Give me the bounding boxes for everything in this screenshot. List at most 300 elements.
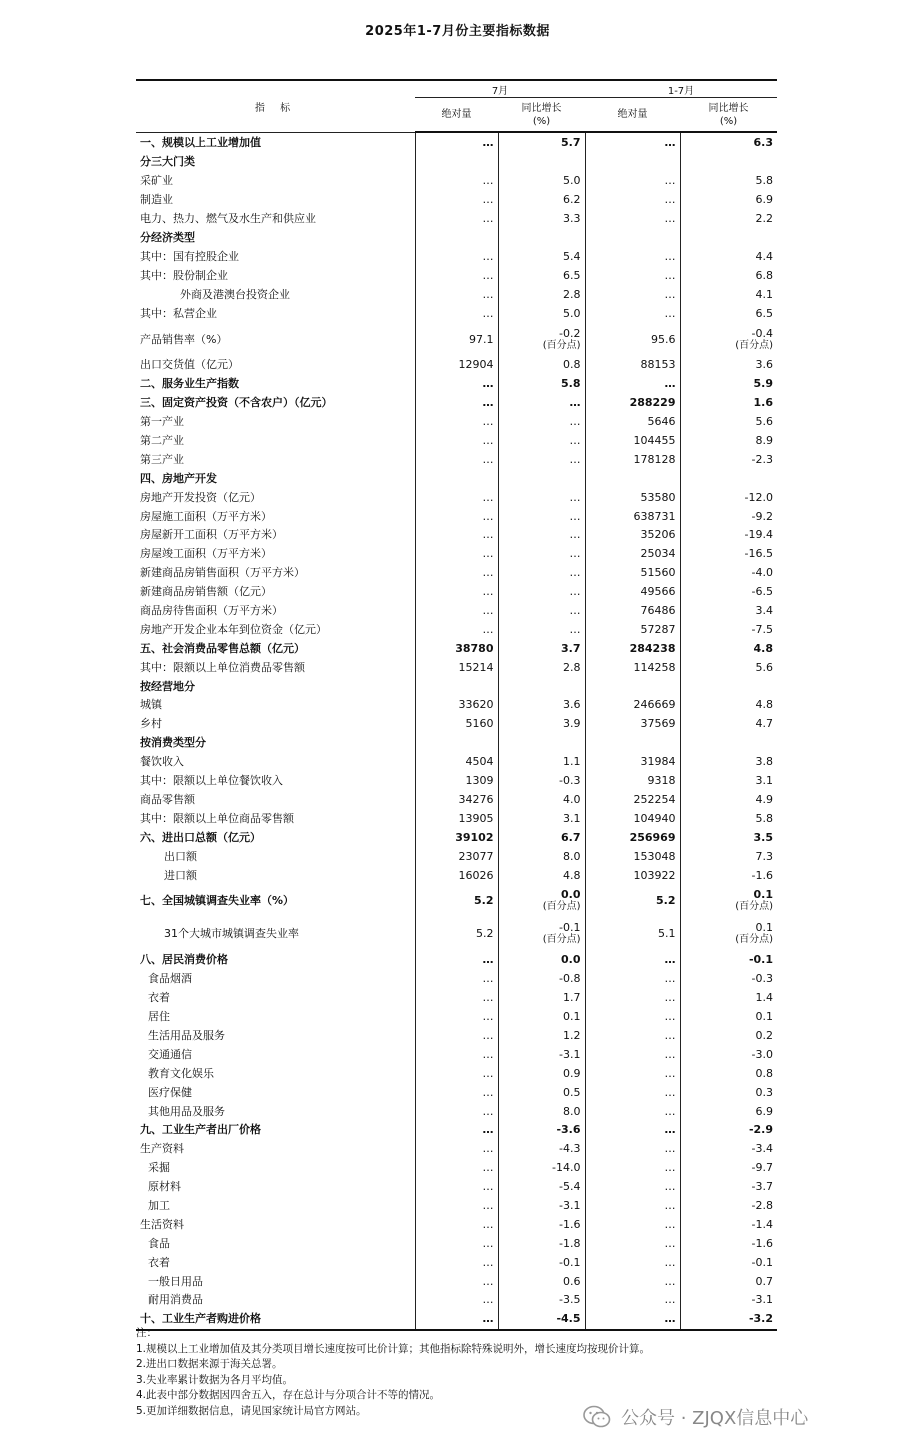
row-cell (680, 734, 777, 753)
row-cell: … (585, 266, 680, 285)
table-row (136, 951, 777, 970)
row-cell (415, 153, 498, 172)
row-cell: 0.1 (百分点) (680, 885, 777, 918)
page-title: 2025年1-7月份主要指标数据 (365, 24, 550, 39)
row-cell: … (415, 602, 498, 621)
row-cell: … (585, 375, 680, 394)
row-label: 新建商品房销售面积（万平方米） (140, 566, 305, 580)
row-label: 交通通信 (148, 1047, 192, 1061)
row-cell: 103922 (585, 866, 680, 885)
row-cell: 5160 (415, 715, 498, 734)
row-label: 其中：私营企业 (140, 306, 217, 320)
row-cell: … (498, 507, 585, 526)
row-cell: -0.8 (498, 970, 585, 989)
row-cell: … (415, 1291, 498, 1310)
row-cell: … (415, 1027, 498, 1046)
row-cell (415, 229, 498, 248)
row-label: 十、工业生产者购进价格 (136, 1310, 415, 1330)
row-cell: … (498, 564, 585, 583)
row-cell: … (415, 564, 498, 583)
row-cell: 5.2 (415, 885, 498, 918)
row-cell: 3.1 (498, 809, 585, 828)
row-cell: … (415, 970, 498, 989)
table-row (136, 526, 777, 545)
table-row (136, 545, 777, 564)
table-row (136, 639, 777, 658)
row-label: 生活用品及服务 (148, 1028, 225, 1042)
row-cell: … (498, 413, 585, 432)
row-cell: 5.0 (498, 172, 585, 191)
row-cell: 4.8 (680, 696, 777, 715)
row-cell: 5646 (585, 413, 680, 432)
table-row (136, 1045, 777, 1064)
row-cell: 3.7 (498, 639, 585, 658)
row-cell: 0.0 (498, 951, 585, 970)
row-cell: … (415, 545, 498, 564)
row-cell: -1.8 (498, 1234, 585, 1253)
row-cell: -1.4 (680, 1215, 777, 1234)
row-label: 房屋新开工面积（万平方米） (140, 528, 283, 542)
table-row (136, 375, 777, 394)
row-cell: … (585, 1121, 680, 1140)
row-cell: … (498, 602, 585, 621)
table-row (136, 970, 777, 989)
row-cell: 6.8 (680, 266, 777, 285)
row-cell (680, 677, 777, 696)
row-cell: 0.8 (680, 1064, 777, 1083)
row-cell: -4.0 (680, 564, 777, 583)
row-cell: … (415, 132, 498, 153)
table-row (136, 1159, 777, 1178)
header-yoy-jan-jul: 同比增长 (%) (680, 98, 777, 133)
row-cell: … (498, 620, 585, 639)
table-body (136, 132, 777, 1330)
row-cell: … (415, 304, 498, 323)
note-line: 注： (136, 1327, 157, 1339)
row-cell: … (585, 247, 680, 266)
row-label: 房地产开发投资（亿元） (140, 490, 261, 504)
row-label: 八、居民消费价格 (140, 953, 228, 967)
row-label: 其中：股份制企业 (140, 268, 228, 282)
row-label: 耐用消费品 (148, 1293, 203, 1307)
row-cell: 246669 (585, 696, 680, 715)
row-cell: … (585, 989, 680, 1008)
row-cell: -4.5 (498, 1310, 585, 1330)
row-label: 31个大城市城镇调查失业率 (164, 927, 299, 941)
row-cell: 7.3 (680, 847, 777, 866)
row-cell: … (415, 1178, 498, 1197)
row-cell: … (415, 507, 498, 526)
row-cell: 6.9 (680, 191, 777, 210)
row-cell: -3.5 (498, 1291, 585, 1310)
row-cell: 0.1 (498, 1008, 585, 1027)
table-row (136, 564, 777, 583)
row-cell: -9.7 (680, 1159, 777, 1178)
row-cell: 6.5 (680, 304, 777, 323)
row-label: 一般日用品 (148, 1274, 203, 1288)
table-row (136, 620, 777, 639)
row-cell (585, 153, 680, 172)
row-cell: … (415, 1253, 498, 1272)
table-row (136, 734, 777, 753)
row-cell: 5.1 (585, 918, 680, 951)
row-cell: 34276 (415, 791, 498, 810)
row-cell: … (415, 432, 498, 451)
row-cell: 153048 (585, 847, 680, 866)
row-cell: … (415, 488, 498, 507)
row-cell: 49566 (585, 583, 680, 602)
row-cell (585, 734, 680, 753)
row-cell: 0.9 (498, 1064, 585, 1083)
table-row (136, 772, 777, 791)
row-label: 其中：限额以上单位消费品零售额 (140, 660, 305, 674)
row-cell: -0.1 (百分点) (498, 918, 585, 951)
table-row (136, 658, 777, 677)
row-cell: -0.3 (498, 772, 585, 791)
row-cell: 5.8 (680, 172, 777, 191)
row-cell: 4.7 (680, 715, 777, 734)
row-cell: … (585, 970, 680, 989)
table-row (136, 866, 777, 885)
row-cell (498, 677, 585, 696)
row-label: 二、服务业生产指数 (140, 377, 239, 391)
table-row (136, 753, 777, 772)
row-cell: 104940 (585, 809, 680, 828)
row-label: 医疗保健 (148, 1085, 192, 1099)
row-cell: -2.3 (680, 450, 777, 469)
row-cell: 38780 (415, 639, 498, 658)
table-row (136, 210, 777, 229)
table-row (136, 1121, 777, 1140)
row-cell: … (585, 1234, 680, 1253)
row-cell: … (415, 989, 498, 1008)
row-label: 七、全国城镇调查失业率（%） (140, 894, 295, 908)
row-cell: … (415, 951, 498, 970)
table-row (136, 791, 777, 810)
row-cell: 5.9 (680, 375, 777, 394)
row-cell: 9318 (585, 772, 680, 791)
row-cell: -0.4 (百分点) (680, 323, 777, 356)
row-cell: … (498, 488, 585, 507)
row-label: 电力、热力、燃气及水生产和供应业 (140, 212, 316, 226)
row-cell (415, 469, 498, 488)
row-cell: 0.1 (680, 1008, 777, 1027)
row-cell: 1.6 (680, 394, 777, 413)
table-row (136, 1140, 777, 1159)
row-cell: 31984 (585, 753, 680, 772)
row-cell: 6.9 (680, 1102, 777, 1121)
row-cell: 5.4 (498, 247, 585, 266)
note-line: 5.更加详细数据信息，请见国家统计局官方网站。 (136, 1404, 367, 1417)
row-cell: 6.5 (498, 266, 585, 285)
row-cell: 104455 (585, 432, 680, 451)
row-cell: … (498, 545, 585, 564)
row-cell: -6.5 (680, 583, 777, 602)
row-cell: 0.7 (680, 1272, 777, 1291)
row-label: 分三大门类 (140, 155, 195, 169)
table-row (136, 488, 777, 507)
table-row (136, 809, 777, 828)
row-cell: -0.3 (680, 970, 777, 989)
row-cell (498, 734, 585, 753)
row-cell: 51560 (585, 564, 680, 583)
table-row (136, 1027, 777, 1046)
row-cell: … (498, 432, 585, 451)
row-cell: 53580 (585, 488, 680, 507)
row-cell: 256969 (585, 828, 680, 847)
table-row (136, 677, 777, 696)
row-cell: -0.2 (百分点) (498, 323, 585, 356)
row-label: 其中：国有控股企业 (140, 249, 239, 263)
row-cell: … (585, 172, 680, 191)
row-cell: -3.4 (680, 1140, 777, 1159)
table-row (136, 1215, 777, 1234)
row-label: 出口交货值（亿元） (140, 358, 239, 372)
row-cell: … (415, 583, 498, 602)
table-row (136, 1008, 777, 1027)
row-cell: -3.2 (680, 1310, 777, 1330)
row-cell: 0.5 (498, 1083, 585, 1102)
row-cell (585, 469, 680, 488)
row-cell: 95.6 (585, 323, 680, 356)
row-cell: 97.1 (415, 323, 498, 356)
row-cell: … (415, 413, 498, 432)
row-cell (585, 229, 680, 248)
row-cell: -1.6 (680, 1234, 777, 1253)
watermark-text: 公众号 · ZJQX信息中心 (621, 1408, 809, 1429)
row-cell: 178128 (585, 450, 680, 469)
row-cell: 0.2 (680, 1027, 777, 1046)
row-cell: -2.8 (680, 1197, 777, 1216)
row-cell: 5.2 (585, 885, 680, 918)
row-cell: … (585, 1178, 680, 1197)
watermark (583, 1402, 893, 1432)
row-cell: 3.6 (498, 696, 585, 715)
row-label: 制造业 (140, 193, 173, 207)
row-cell: 284238 (585, 639, 680, 658)
row-cell: … (585, 1102, 680, 1121)
row-label: 九、工业生产者出厂价格 (140, 1123, 261, 1137)
row-cell: … (498, 450, 585, 469)
row-cell: … (585, 1272, 680, 1291)
row-cell: … (585, 1310, 680, 1330)
row-cell: -14.0 (498, 1159, 585, 1178)
row-cell: … (585, 285, 680, 304)
table-row (136, 304, 777, 323)
table-row (136, 191, 777, 210)
row-cell: 1.4 (680, 989, 777, 1008)
row-cell: 114258 (585, 658, 680, 677)
row-cell (498, 229, 585, 248)
row-cell: … (585, 132, 680, 153)
row-cell: 4.8 (680, 639, 777, 658)
row-label: 原材料 (148, 1180, 181, 1194)
row-label: 居住 (148, 1010, 170, 1024)
row-cell: 35206 (585, 526, 680, 545)
row-cell: … (415, 1159, 498, 1178)
row-cell: -3.6 (498, 1121, 585, 1140)
row-cell: … (415, 1083, 498, 1102)
table-row (136, 247, 777, 266)
row-cell: 12904 (415, 356, 498, 375)
table-row (136, 1083, 777, 1102)
row-cell: -19.4 (680, 526, 777, 545)
row-cell: -3.0 (680, 1045, 777, 1064)
row-cell: 4.0 (498, 791, 585, 810)
row-cell: 57287 (585, 620, 680, 639)
table-row (136, 153, 777, 172)
row-cell: 6.3 (680, 132, 777, 153)
row-label: 乡村 (140, 717, 162, 731)
row-label: 生产资料 (140, 1142, 184, 1156)
row-label: 房地产开发企业本年到位资金（亿元） (140, 622, 327, 636)
row-cell: 4.9 (680, 791, 777, 810)
row-cell: … (415, 266, 498, 285)
row-cell: … (415, 1197, 498, 1216)
row-label: 衣着 (148, 991, 170, 1005)
row-cell: -5.4 (498, 1178, 585, 1197)
row-cell (680, 469, 777, 488)
row-cell: 0.3 (680, 1083, 777, 1102)
row-label: 城镇 (140, 698, 162, 712)
row-cell: … (415, 526, 498, 545)
table-row (136, 696, 777, 715)
row-label: 教育文化娱乐 (148, 1066, 214, 1080)
table-row (136, 1064, 777, 1083)
row-cell: 37569 (585, 715, 680, 734)
row-label: 五、社会消费品零售总额（亿元） (140, 641, 305, 655)
row-cell: -3.1 (498, 1045, 585, 1064)
row-cell: … (415, 1272, 498, 1291)
row-cell: -0.1 (680, 1253, 777, 1272)
row-cell: 5.2 (415, 918, 498, 951)
row-cell: … (415, 172, 498, 191)
table-row (136, 1102, 777, 1121)
row-cell: 5.6 (680, 658, 777, 677)
row-cell: 0.1 (百分点) (680, 918, 777, 951)
row-cell: … (585, 1083, 680, 1102)
row-cell: 16026 (415, 866, 498, 885)
row-cell: … (585, 1027, 680, 1046)
row-cell: 25034 (585, 545, 680, 564)
row-cell: … (585, 1197, 680, 1216)
row-label: 房屋竣工面积（万平方米） (140, 547, 272, 561)
table-row (136, 172, 777, 191)
row-cell: 4.4 (680, 247, 777, 266)
row-cell: 23077 (415, 847, 498, 866)
table-row (136, 828, 777, 847)
table-row (136, 1291, 777, 1310)
row-cell: 3.4 (680, 602, 777, 621)
row-cell: -3.7 (680, 1178, 777, 1197)
row-cell: … (415, 375, 498, 394)
row-cell: -4.3 (498, 1140, 585, 1159)
row-cell: 6.2 (498, 191, 585, 210)
row-cell: 5.8 (680, 809, 777, 828)
table-row (136, 394, 777, 413)
header-abs-july: 绝对量 (415, 98, 498, 133)
note-line: 2.进出口数据来源于海关总署。 (136, 1358, 283, 1370)
note-line: 1.规模以上工业增加值及其分类项目增长速度按可比价计算；其他指标除特殊说明外，增长速度均按现价计算。 (136, 1342, 651, 1355)
row-cell: 1.2 (498, 1027, 585, 1046)
table-row (136, 1178, 777, 1197)
row-label: 其中：限额以上单位餐饮收入 (140, 774, 283, 788)
table-row (136, 1272, 777, 1291)
row-cell: … (585, 1064, 680, 1083)
row-cell: 3.3 (498, 210, 585, 229)
row-label: 第一产业 (140, 415, 184, 429)
row-cell: 3.9 (498, 715, 585, 734)
row-label: 一、规模以上工业增加值 (140, 135, 261, 149)
row-label: 四、房地产开发 (140, 471, 217, 485)
row-cell: … (585, 1159, 680, 1178)
row-cell: -0.1 (680, 951, 777, 970)
row-cell: 8.0 (498, 847, 585, 866)
row-label: 按经营地分 (140, 679, 195, 693)
table-row (136, 507, 777, 526)
row-cell: 6.7 (498, 828, 585, 847)
row-cell: 252254 (585, 791, 680, 810)
row-cell: … (585, 1140, 680, 1159)
row-cell: 13905 (415, 809, 498, 828)
row-cell: -3.1 (680, 1291, 777, 1310)
row-cell: 8.9 (680, 432, 777, 451)
note-line: 3.失业率累计数据为各月平均值。 (136, 1373, 294, 1386)
table-row (136, 885, 777, 918)
row-label: 加工 (148, 1198, 170, 1212)
row-cell: 4504 (415, 753, 498, 772)
row-label: 外商及港澳台投资企业 (180, 287, 290, 301)
table-row (136, 266, 777, 285)
row-cell: … (415, 247, 498, 266)
row-cell: 3.1 (680, 772, 777, 791)
row-cell: … (585, 951, 680, 970)
row-label: 六、进出口总额（亿元） (140, 830, 261, 844)
row-cell: 288229 (585, 394, 680, 413)
row-cell: … (415, 1121, 498, 1140)
row-label: 新建商品房销售额（亿元） (140, 585, 272, 599)
table-row (136, 450, 777, 469)
row-cell: -2.9 (680, 1121, 777, 1140)
table-row (136, 1253, 777, 1272)
table-row (136, 583, 777, 602)
row-cell (415, 677, 498, 696)
row-label: 三、固定资产投资（不含农户）（亿元） (140, 396, 333, 410)
table-row (136, 989, 777, 1008)
row-label: 采掘 (148, 1161, 170, 1175)
row-label: 分经济类型 (140, 231, 195, 244)
row-cell: … (415, 1234, 498, 1253)
row-label: 商品房待售面积（万平方米） (140, 604, 283, 618)
row-cell: 5.0 (498, 304, 585, 323)
row-cell: … (585, 1291, 680, 1310)
row-cell: … (415, 620, 498, 639)
row-cell: 39102 (415, 828, 498, 847)
row-label: 生活资料 (140, 1217, 184, 1231)
row-cell: -16.5 (680, 545, 777, 564)
table-row (136, 602, 777, 621)
row-cell: 76486 (585, 602, 680, 621)
table-row (136, 229, 777, 248)
row-cell: -12.0 (680, 488, 777, 507)
row-cell: -3.1 (498, 1197, 585, 1216)
row-cell: -1.6 (498, 1215, 585, 1234)
row-cell: 2.8 (498, 658, 585, 677)
table-row (136, 132, 777, 153)
row-cell: 4.1 (680, 285, 777, 304)
row-label: 餐饮收入 (140, 755, 184, 769)
row-cell: … (585, 1045, 680, 1064)
